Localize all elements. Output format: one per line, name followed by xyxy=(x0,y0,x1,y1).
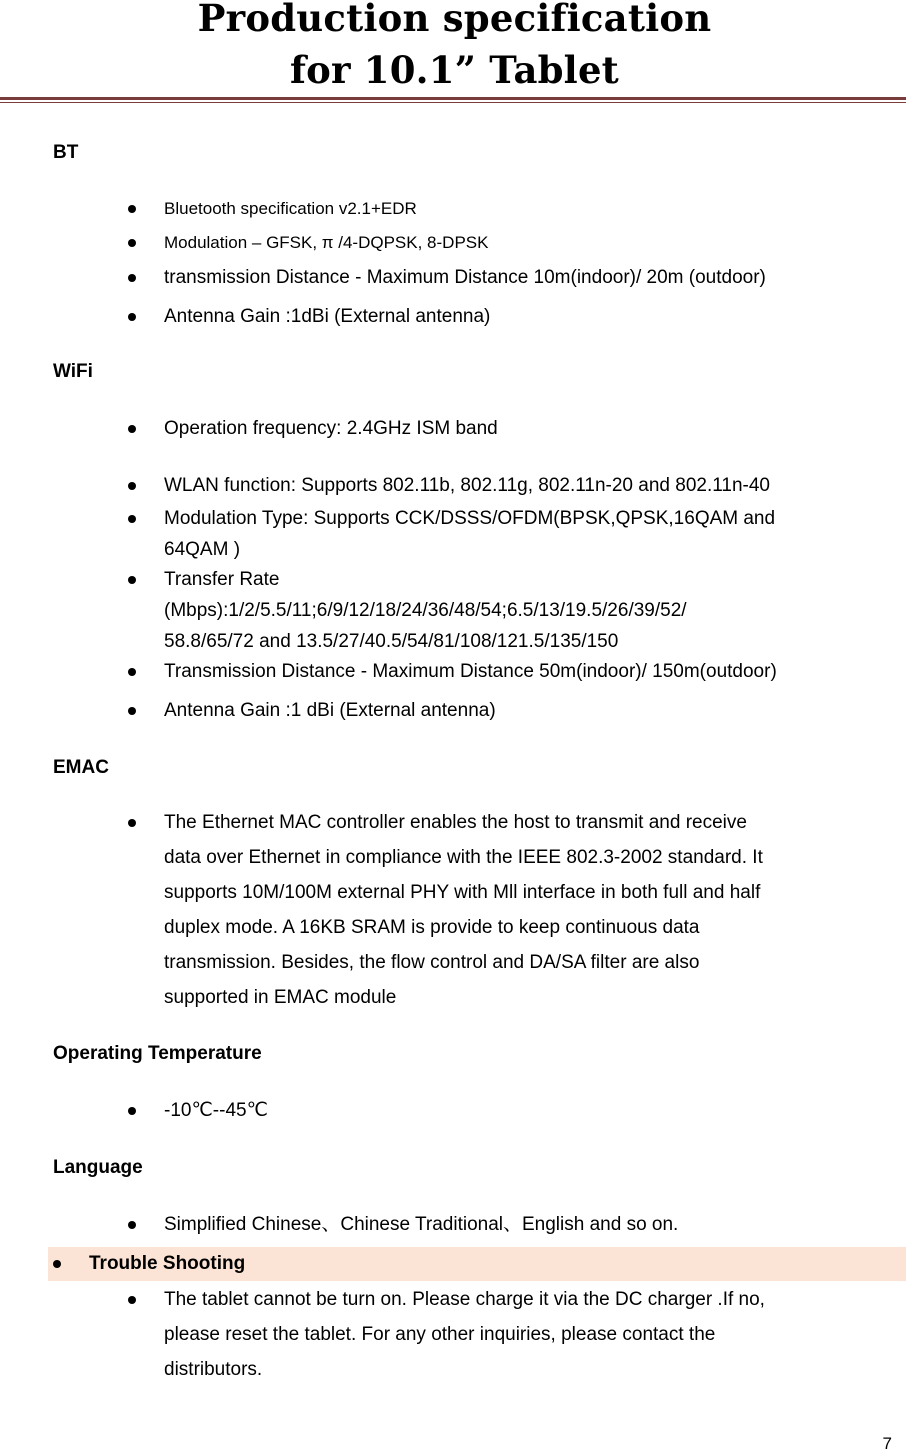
bullet-icon xyxy=(128,274,136,282)
bullet-icon xyxy=(128,425,136,433)
bullet-icon xyxy=(128,515,136,523)
bullet-icon xyxy=(128,313,136,321)
title-rule xyxy=(0,97,906,100)
section-heading-temperature: Operating Temperature xyxy=(53,1043,262,1064)
bullet-icon xyxy=(128,668,136,676)
page-number: 7 xyxy=(882,1434,892,1453)
bullet-icon xyxy=(128,576,136,584)
bullet-icon xyxy=(128,239,136,247)
bullet-icon xyxy=(128,819,136,827)
section-heading-emac: EMAC xyxy=(53,757,109,778)
title-rule-thin xyxy=(0,102,906,103)
bullet-icon xyxy=(128,205,136,213)
section-heading-language: Language xyxy=(53,1157,143,1178)
doc-title-line2: for 10.1” Tablet xyxy=(290,48,619,92)
bullet-icon xyxy=(128,1296,136,1304)
section-heading-bt: BT xyxy=(53,142,79,163)
doc-title-line1: Production specification xyxy=(197,0,712,40)
section-heading-wifi: WiFi xyxy=(53,361,93,382)
bullet-icon xyxy=(128,707,136,715)
bullet-icon xyxy=(128,1107,136,1115)
bullet-icon xyxy=(128,482,136,490)
bullet-icon xyxy=(128,1221,136,1229)
section-heading-trouble-shooting: Trouble Shooting xyxy=(48,1247,906,1281)
bullet-icon xyxy=(53,1260,61,1268)
